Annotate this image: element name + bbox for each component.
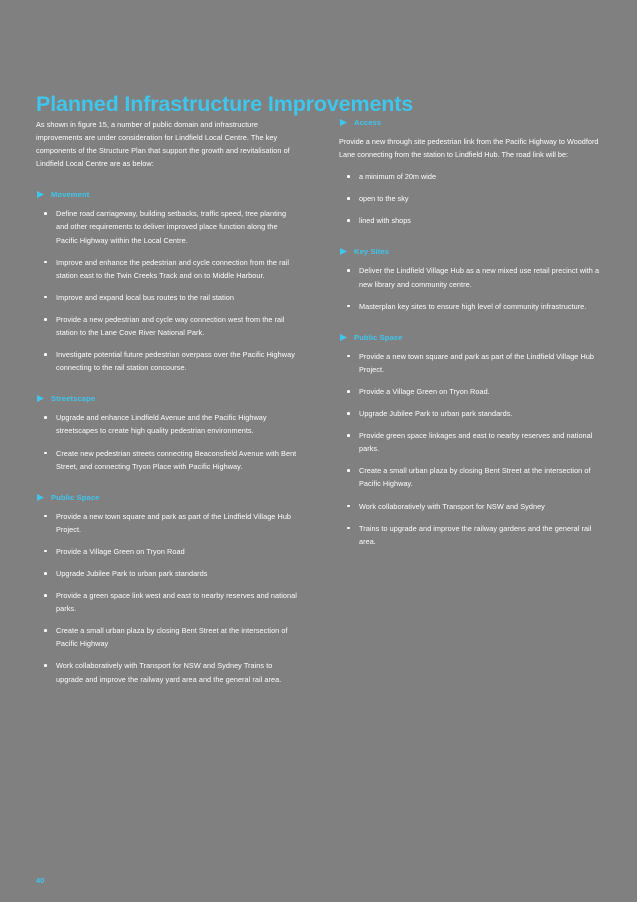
triangle-right-icon [36, 190, 45, 199]
list-item: Create new pedestrian streets connecting Beaconsfield Avenue with Bent Street, and connecting Tryon Place with Pacific Highway. [36, 447, 299, 473]
triangle-right-icon [36, 394, 45, 403]
section-title-movement: Movement [51, 190, 90, 200]
list-item: Upgrade Jubilee Park to urban park standards [36, 567, 299, 580]
section-title-streetscape: Streetscape [51, 394, 96, 404]
section-public-space-right [339, 333, 602, 548]
triangle-right-icon [36, 493, 45, 502]
list-item: Provide a green space link west and east to nearby reserves and national parks. [36, 589, 299, 615]
list-item: Provide a new town square and park as part of the Lindfield Village Hub Project. [36, 510, 299, 536]
bullet-list-movement [36, 207, 299, 374]
triangle-right-icon [339, 333, 348, 342]
section-title-public-space: Public Space [354, 332, 403, 342]
list-item: lined with shops [339, 214, 602, 227]
list-item: Provide a Village Green on Tryon Road. [339, 385, 602, 398]
list-item: a minimum of 20m wide [339, 170, 602, 183]
section-title-access: Access [354, 118, 382, 127]
list-item: Work collaboratively with Transport for NSW and Sydney Trains to upgrade and improve the railway yard area and the general rail area. [36, 659, 299, 685]
bullet-list-key-sites [339, 264, 602, 312]
bullet-list-streetscape [36, 411, 299, 472]
list-item: Provide a Village Green on Tryon Road [36, 545, 299, 558]
section-movement [36, 190, 299, 374]
section-header [36, 190, 299, 199]
section-streetscape [36, 394, 299, 472]
triangle-right-icon [339, 247, 348, 256]
page-number: 40 [36, 876, 45, 885]
list-item: Upgrade and enhance Lindfield Avenue and the Pacific Highway streetscapes to create high quality pedestrian environments. [36, 411, 299, 437]
bullet-list-public-space-left [36, 510, 299, 686]
list-item: Upgrade Jubilee Park to urban park standards. [339, 407, 602, 420]
section-header [36, 493, 299, 502]
section-header [339, 333, 602, 342]
two-column-body [36, 118, 602, 686]
list-item: Provide green space linkages and east to nearby reserves and national parks. [339, 429, 602, 455]
page-title: Planned Infrastructure Improvements [36, 92, 414, 117]
list-item: Provide a new pedestrian and cycle way connection west from the rail station to the Lane Cove River National Park. [36, 313, 299, 339]
list-item: Provide a new town square and park as part of the Lindfield Village Hub Project. [339, 350, 602, 376]
list-item: Improve and enhance the pedestrian and cycle connection from the rail station east to the Twin Creeks Track and on to Middle Harbour. [36, 256, 299, 282]
sub-bullet-list-access [339, 170, 602, 227]
list-item: Improve and expand local bus routes to the rail station [36, 291, 299, 304]
list-item: Trains to upgrade and improve the railway gardens and the general rail area. [339, 522, 602, 548]
right-column [339, 118, 602, 686]
section-header [339, 247, 602, 256]
section-title-public-space: Public Space [51, 492, 100, 502]
access-intro-paragraph: Provide a new through site pedestrian link from the Pacific Highway to Woodford Lane connecting from the station to Lindfield Hub. The road link will be: [339, 137, 599, 160]
intro-paragraph: As shown in figure 15, a number of public domain and infrastructure improvements are under consideration for Lindfield Local Centre. The key components of the Structure Plan that support the growth and revitalisation of Lindfield Local Centre are as below: [36, 120, 290, 169]
list-item: Define road carriageway, building setbacks, traffic speed, tree planting and other requirements to deliver improved place function along the Pacific Highway within the Local Centre. [36, 207, 299, 246]
section-key-sites [339, 247, 602, 312]
bullet-list-public-space-right [339, 350, 602, 548]
section-access [339, 118, 602, 227]
section-title-key-sites: Key Sites [354, 247, 390, 257]
section-public-space-left [36, 493, 299, 686]
section-header [339, 118, 602, 127]
list-item: Deliver the Lindfield Village Hub as a new mixed use retail precinct with a new library and community centre. [339, 264, 602, 290]
list-item: Investigate potential future pedestrian overpass over the Pacific Highway connecting to the rail station concourse. [36, 348, 299, 374]
list-item: Masterplan key sites to ensure high level of community infrastructure. [339, 300, 602, 313]
list-item: open to the sky [339, 192, 602, 205]
triangle-right-icon [339, 118, 348, 127]
list-item: Create a small urban plaza by closing Bent Street at the intersection of Pacific Highway [36, 624, 299, 650]
list-item: Create a small urban plaza by closing Bent Street at the intersection of Pacific Highway. [339, 464, 602, 490]
section-header [36, 394, 299, 403]
left-column [36, 118, 299, 686]
list-item: Work collaboratively with Transport for NSW and Sydney [339, 500, 602, 513]
